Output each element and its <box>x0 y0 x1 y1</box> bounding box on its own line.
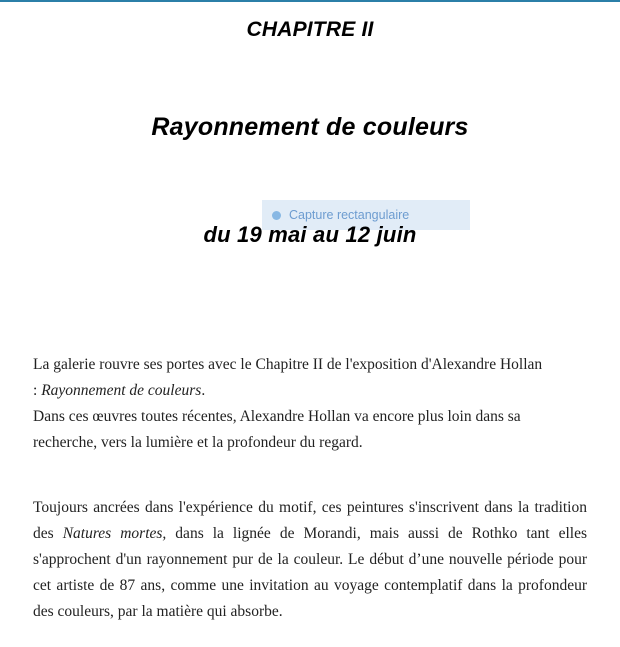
paragraph-intro-line2-prefix: : <box>33 382 42 399</box>
paragraph-description-italic: Natures mortes, <box>62 525 167 542</box>
exhibition-dates: du 19 mai au 12 juin <box>203 222 417 247</box>
paragraph-intro-line3: Dans ces œuvres toutes récentes, Alexandre Hollan va encore plus loin dans sa <box>33 408 521 425</box>
paragraph-intro <box>33 352 587 456</box>
paragraph-description-seg2: dans la lignée de Morandi, mais aussi de Rothko tant elles s'approchent d'un rayonnement pur de la couleur. Le début d’une nouvelle période pour cet artiste de 87 ans, comme une invitation au voyage contemplatif dans la profondeur des couleurs, par la matière qui absorbe. <box>33 525 587 620</box>
page-title-chapter: CHAPITRE II <box>246 18 374 41</box>
paragraph-intro-line4: recherche, vers la lumière et la profondeur du regard. <box>33 434 363 451</box>
paragraph-description-seg1: Toujours ancrées dans l'expérience du motif, ces peintures s'inscrivent dans la tradition des <box>33 499 587 542</box>
paragraph-intro-line2-suffix: . <box>201 382 206 399</box>
paragraph-description <box>33 495 587 625</box>
page-title-exhibition: Rayonnement de couleurs <box>151 113 469 141</box>
top-border-rule <box>0 0 620 2</box>
capture-overlay-label: Capture rectangulaire <box>289 208 410 222</box>
paragraph-intro-line2-italic: Rayonnement de couleurs <box>41 382 202 399</box>
paragraph-intro-line1: La galerie rouvre ses portes avec le Chapitre II de l'exposition d'Alexandre Hollan <box>33 356 543 373</box>
rectangle-capture-icon <box>272 211 281 220</box>
